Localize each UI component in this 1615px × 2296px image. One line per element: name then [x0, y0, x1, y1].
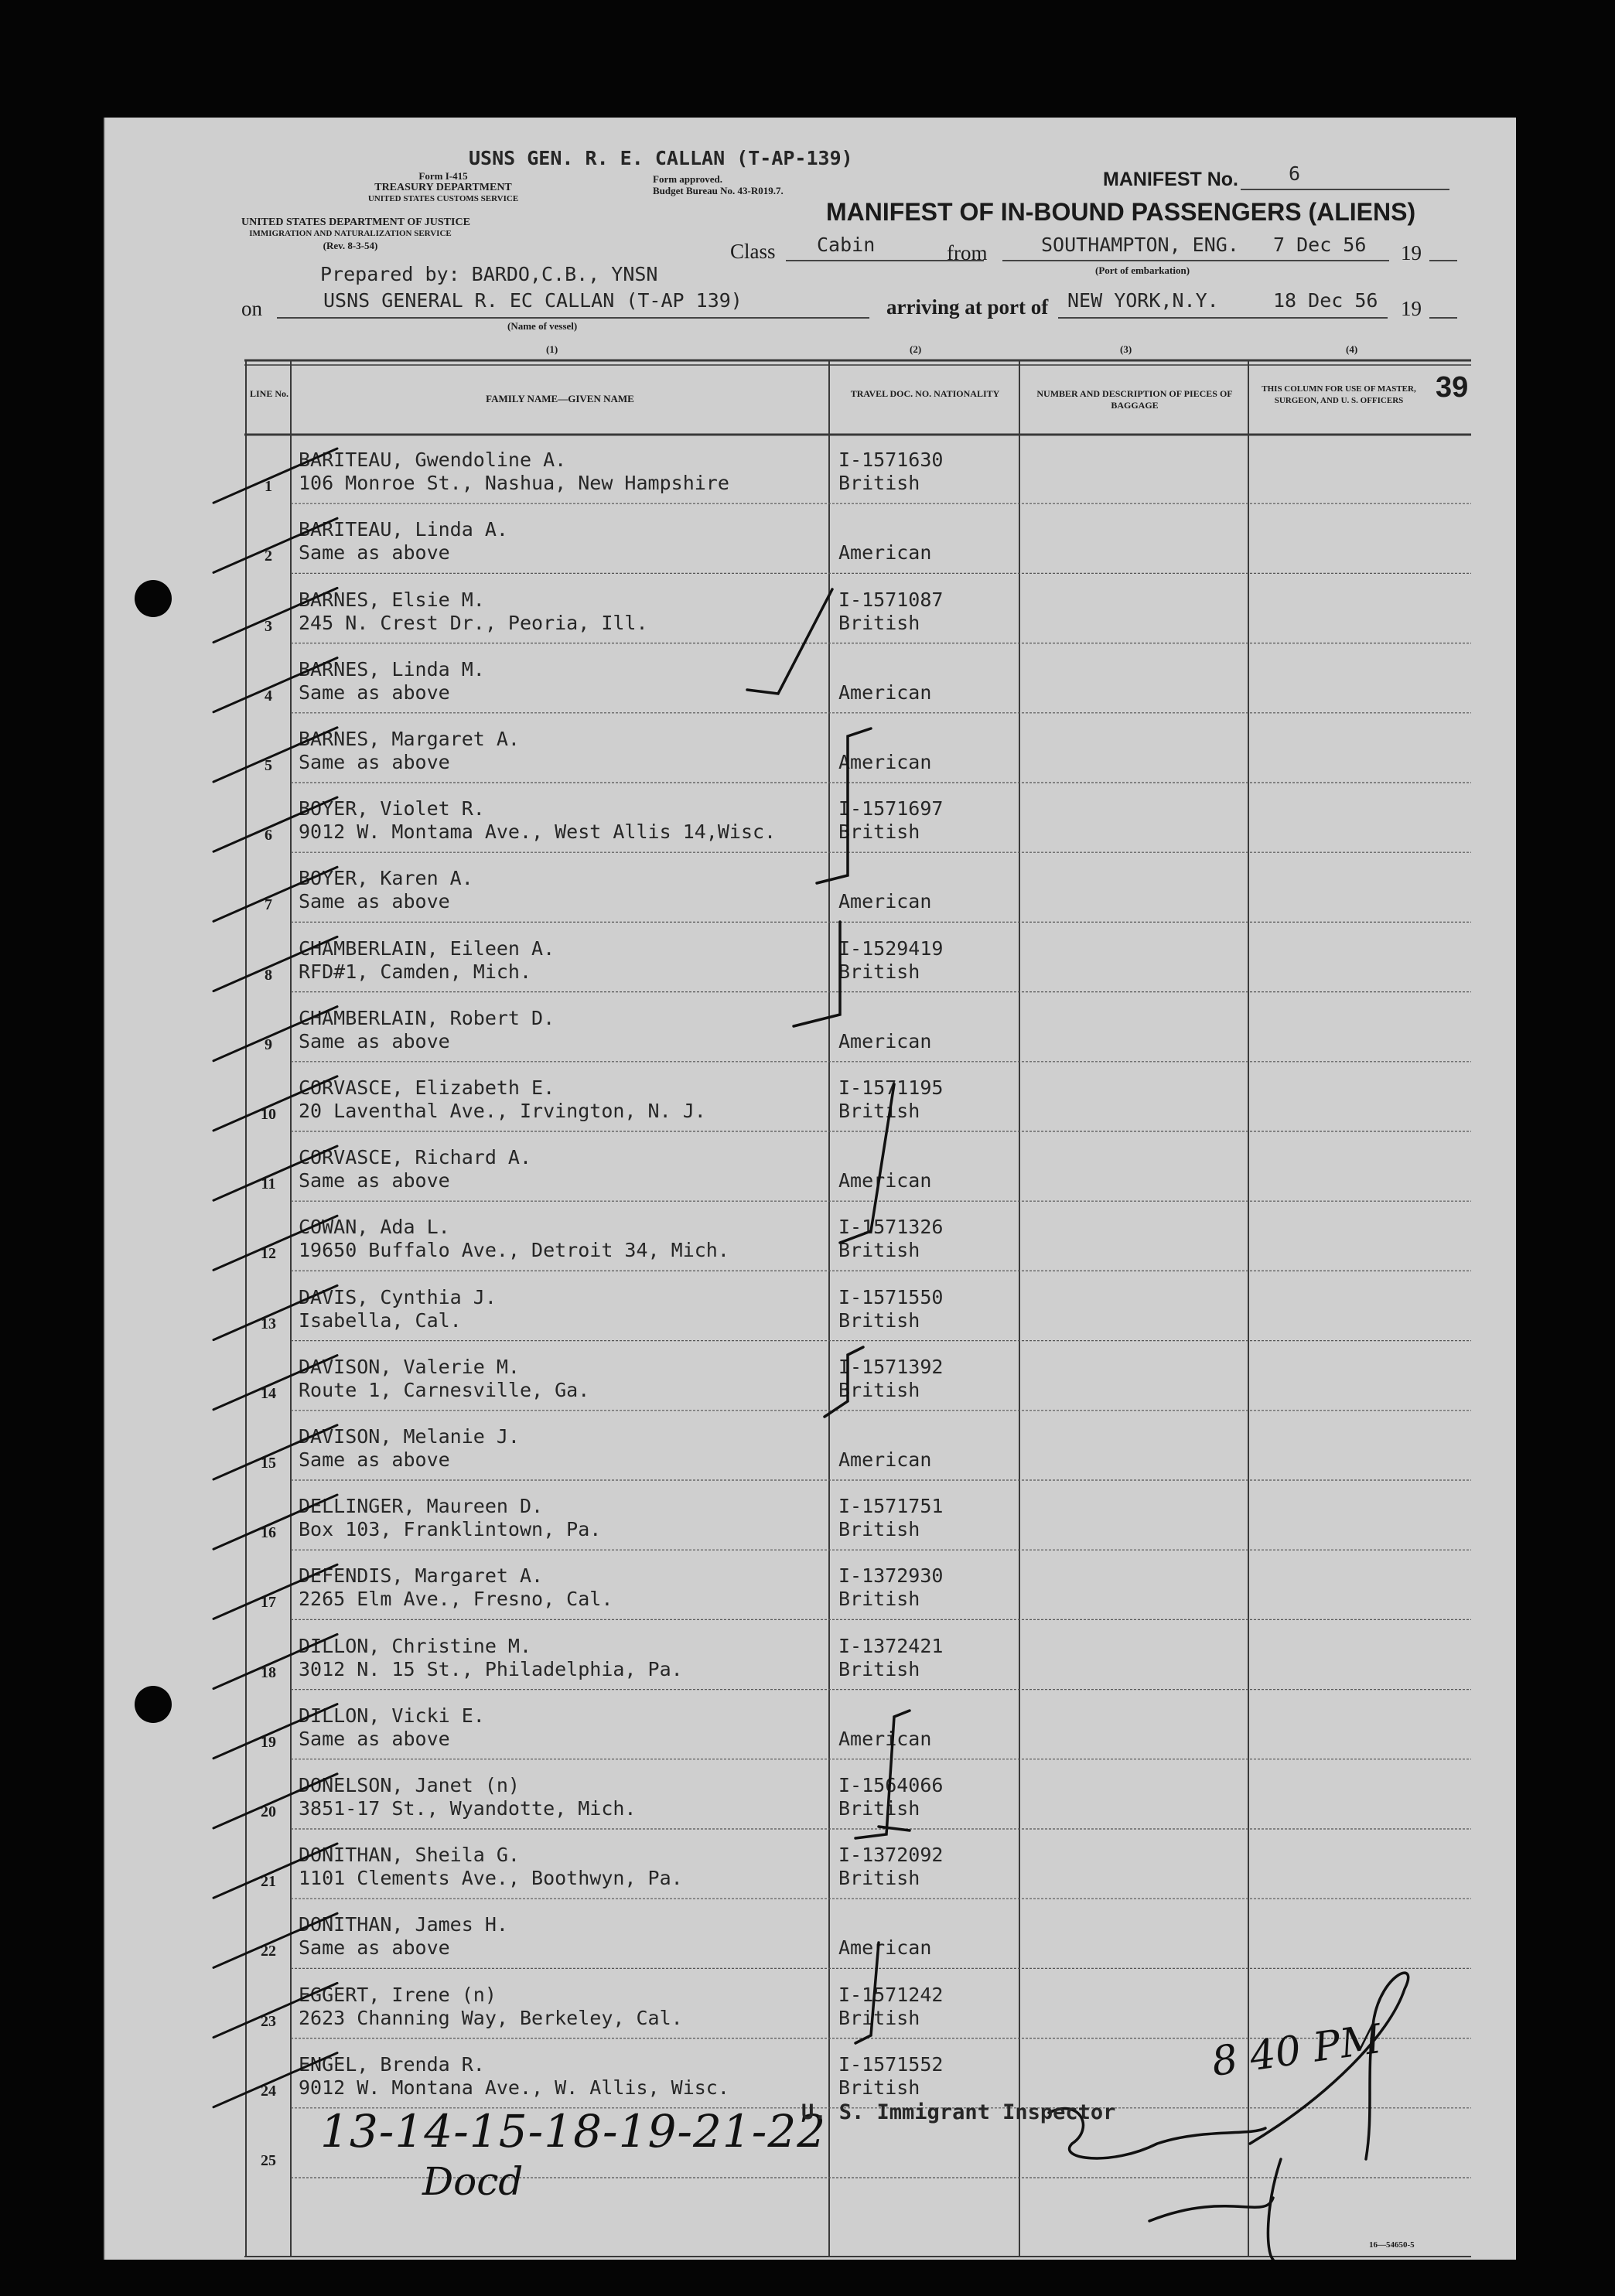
passenger-name: DILLON, Christine M. [299, 1634, 532, 1657]
line-number: 3 [265, 617, 272, 635]
travel-doc-no: I-1529419 [838, 936, 944, 960]
travel-doc-no: I-1571552 [838, 2052, 944, 2076]
nationality: British [838, 611, 920, 634]
class-label: Class [730, 240, 776, 263]
nationality: American [838, 890, 932, 913]
manifest-page [104, 118, 1516, 2260]
travel-doc-no: I-1571630 [838, 449, 944, 472]
travel-doc-no: I-1571326 [838, 1216, 944, 1239]
passenger-address: 106 Monroe St., Nashua, New Hampshire [299, 472, 729, 495]
travel-doc-no: I-1571751 [838, 1495, 944, 1518]
passenger-address: Same as above [299, 681, 450, 704]
passenger-address: Same as above [299, 1727, 450, 1750]
line-number: 25 [261, 2151, 276, 2169]
manifest-no-value: 6 [1289, 162, 1301, 185]
passenger-name: DAVIS, Cynthia J. [299, 1285, 497, 1308]
nationality: British [838, 1378, 920, 1401]
line-number: 8 [265, 966, 272, 984]
embark-caption: (Port of embarkation) [1095, 264, 1190, 276]
nationality: British [838, 960, 920, 983]
nationality: American [838, 1727, 932, 1750]
line-number: 4 [265, 687, 272, 704]
passenger-name: DAVISON, Melanie J. [299, 1424, 520, 1448]
prepared-by: Prepared by: BARDO,C.B., YNSN [320, 263, 658, 285]
nationality: British [838, 2006, 920, 2029]
nationality: British [838, 1308, 920, 1332]
manifest-no-label: MANIFEST No. [1103, 169, 1238, 190]
print-code: 16—54650-5 [1369, 2240, 1415, 2250]
passenger-address: Route 1, Carnesville, Ga. [299, 1378, 590, 1401]
travel-doc-no: I-1571392 [838, 1355, 944, 1378]
line-number: 15 [261, 1454, 276, 1472]
nationality: British [838, 1796, 920, 1820]
vessel-name: USNS GENERAL R. EC CALLAN (T-AP 139) [323, 289, 743, 312]
passenger-name: BARITEAU, Linda A. [299, 518, 508, 541]
inspector-label: U. S. Immigrant Inspector [801, 2100, 1116, 2124]
nationality: American [838, 681, 932, 704]
arrival-date: 18 Dec 56 [1273, 289, 1378, 312]
punch-hole-top [135, 580, 172, 617]
passenger-address: Same as above [299, 541, 450, 565]
nationality: British [838, 1239, 920, 1262]
line-number: 17 [261, 1594, 276, 1612]
handwritten-docd: Docd [422, 2159, 524, 2204]
nationality: British [838, 1588, 920, 1611]
nationality: American [838, 1169, 932, 1192]
passenger-name: DONELSON, Janet (n) [299, 1773, 520, 1796]
travel-doc-no: I-1372421 [838, 1634, 944, 1657]
arriving-label: arriving at port of [886, 295, 1049, 319]
col-num-3: (3) [1120, 343, 1132, 355]
form-number: Form I-415 [418, 170, 468, 182]
passenger-address: Same as above [299, 1448, 450, 1471]
line-number: 1 [265, 478, 272, 496]
line-number: 24 [261, 2082, 276, 2100]
travel-doc-no: I-1571550 [838, 1285, 944, 1308]
travel-doc-no: I-1372930 [838, 1564, 944, 1588]
passenger-address: 19650 Buffalo Ave., Detroit 34, Mich. [299, 1239, 729, 1262]
passenger-name: COWAN, Ada L. [299, 1216, 450, 1239]
line-number: 5 [265, 756, 272, 774]
passenger-name: BOYER, Violet R. [299, 797, 485, 820]
col-num-1: (1) [546, 343, 558, 355]
line-number: 2 [265, 548, 272, 565]
nationality: British [838, 820, 920, 844]
col-num-4: (4) [1346, 343, 1358, 355]
passenger-address: Same as above [299, 890, 450, 913]
line-number: 13 [261, 1315, 276, 1332]
embark-port: SOUTHAMPTON, ENG. [1041, 234, 1239, 256]
passenger-name: DONITHAN, Sheila G. [299, 1844, 520, 1867]
passenger-address: 1101 Clements Ave., Boothwyn, Pa. [299, 1867, 683, 1890]
passenger-address: RFD#1, Camden, Mich. [299, 960, 532, 983]
travel-doc-no: I-1571087 [838, 588, 944, 611]
customs-service: UNITED STATES CUSTOMS SERVICE [367, 194, 519, 203]
punch-hole-bottom [135, 1686, 172, 1723]
travel-doc-no: I-1571697 [838, 797, 944, 820]
nationality: British [838, 2076, 920, 2099]
passenger-name: BOYER, Karen A. [299, 867, 473, 890]
passenger-name: DONITHAN, James H. [299, 1913, 508, 1936]
passenger-name: DEFENDIS, Margaret A. [299, 1564, 544, 1588]
travel-doc-no: I-1372092 [838, 1844, 944, 1867]
header-name: FAMILY NAME—GIVEN NAME [486, 393, 634, 404]
passenger-address: Same as above [299, 750, 450, 773]
passenger-name: EGGERT, Irene (n) [299, 1983, 497, 2006]
nationality: American [838, 1448, 932, 1471]
passenger-name: BARNES, Elsie M. [299, 588, 485, 611]
passenger-address: Same as above [299, 1029, 450, 1052]
header-officers: THIS COLUMN FOR USE OF MASTER, SURGEON, AND U. S. OFFICERS [1262, 384, 1416, 405]
from-label: from [947, 241, 988, 264]
header-line-no: LINE No. [249, 388, 289, 399]
doj-title: UNITED STATES DEPARTMENT OF JUSTICE [241, 217, 470, 228]
line-number: 19 [261, 1733, 276, 1751]
passenger-name: CHAMBERLAIN, Eileen A. [299, 936, 555, 960]
form-approved: Form approved. [653, 173, 723, 185]
line-number: 21 [261, 1873, 276, 1891]
nationality: American [838, 1029, 932, 1052]
passenger-address: 3012 N. 15 St., Philadelphia, Pa. [299, 1657, 683, 1680]
passenger-address: 9012 W. Montama Ave., West Allis 14,Wisc. [299, 820, 777, 844]
embark-date: 7 Dec 56 [1273, 234, 1367, 256]
nationality: American [838, 1936, 932, 1960]
passenger-address: Isabella, Cal. [299, 1308, 462, 1332]
header-doc: TRAVEL DOC. NO. NATIONALITY [850, 388, 1000, 399]
vessel-stamp: USNS GEN. R. E. CALLAN (T-AP-139) [469, 147, 853, 169]
nationality: British [838, 472, 920, 495]
passenger-address: 3851-17 St., Wyandotte, Mich. [299, 1796, 637, 1820]
passenger-name: DELLINGER, Maureen D. [299, 1495, 544, 1518]
passenger-name: DAVISON, Valerie M. [299, 1355, 520, 1378]
header-baggage: NUMBER AND DESCRIPTION OF PIECES OF BAGGAGE [1036, 388, 1233, 411]
col-num-2: (2) [910, 343, 922, 355]
nationality: British [838, 1518, 920, 1541]
vessel-caption: (Name of vessel) [507, 320, 578, 332]
ins-title: IMMIGRATION AND NATURALIZATION SERVICE [249, 229, 452, 238]
line-number: 18 [261, 1663, 276, 1681]
nationality: British [838, 1657, 920, 1680]
nationality: American [838, 541, 932, 565]
passenger-name: BARITEAU, Gwendoline A. [299, 449, 567, 472]
passenger-address: Same as above [299, 1936, 450, 1960]
year-label-1: 19 [1401, 241, 1422, 264]
passenger-address: 245 N. Crest Dr., Peoria, Ill. [299, 611, 648, 634]
line-number: 7 [265, 896, 272, 914]
passenger-address: 9012 W. Montana Ave., W. Allis, Wisc. [299, 2076, 729, 2099]
passenger-name: CORVASCE, Richard A. [299, 1146, 532, 1169]
handwritten-line-list: 13-14-15-18-19-21-22 [320, 2105, 827, 2158]
passenger-address: 2623 Channing Way, Berkeley, Cal. [299, 2006, 683, 2029]
line-number: 14 [261, 1384, 276, 1402]
travel-doc-no: I-1571242 [838, 1983, 944, 2006]
passenger-address: 2265 Elm Ave., Fresno, Cal. [299, 1588, 613, 1611]
passenger-name: CHAMBERLAIN, Robert D. [299, 1006, 555, 1029]
line-number: 9 [265, 1035, 272, 1053]
passenger-address: Box 103, Franklintown, Pa. [299, 1518, 602, 1541]
passenger-name: BARNES, Margaret A. [299, 727, 520, 750]
year-label-2: 19 [1401, 297, 1422, 320]
passenger-address: Same as above [299, 1169, 450, 1192]
line-number: 12 [261, 1245, 276, 1263]
page-number: 39 [1436, 371, 1469, 404]
passenger-name: CORVASCE, Elizabeth E. [299, 1076, 555, 1099]
revision-date: (Rev. 8-3-54) [323, 240, 378, 251]
line-number: 22 [261, 1943, 276, 1960]
treasury-dept: TREASURY DEPARTMENT [374, 182, 512, 193]
nationality: British [838, 1867, 920, 1890]
line-number: 10 [261, 1105, 276, 1123]
nationality: British [838, 1099, 920, 1122]
line-number: 6 [265, 827, 272, 844]
line-number: 23 [261, 2012, 276, 2030]
line-number: 20 [261, 1803, 276, 1820]
nationality: American [838, 750, 932, 773]
on-label: on [241, 297, 262, 320]
handwritten-marks [105, 118, 1516, 2260]
line-number: 11 [261, 1175, 276, 1193]
travel-doc-no: I-1564066 [838, 1773, 944, 1796]
manifest-title: MANIFEST OF IN-BOUND PASSENGERS (ALIENS) [826, 198, 1416, 226]
passenger-name: ENGEL, Brenda R. [299, 2052, 485, 2076]
passenger-name: DILLON, Vicki E. [299, 1704, 485, 1727]
budget-bureau: Budget Bureau No. 43-R019.7. [653, 185, 784, 196]
handwritten-time: 8 40 PM [1208, 2015, 1385, 2086]
travel-doc-no: I-1571195 [838, 1076, 944, 1099]
passenger-address: 20 Laventhal Ave., Irvington, N. J. [299, 1099, 706, 1122]
arrival-port: NEW YORK,N.Y. [1067, 289, 1219, 312]
passenger-name: BARNES, Linda M. [299, 657, 485, 681]
class-value: Cabin [817, 234, 876, 256]
line-number: 16 [261, 1524, 276, 1542]
